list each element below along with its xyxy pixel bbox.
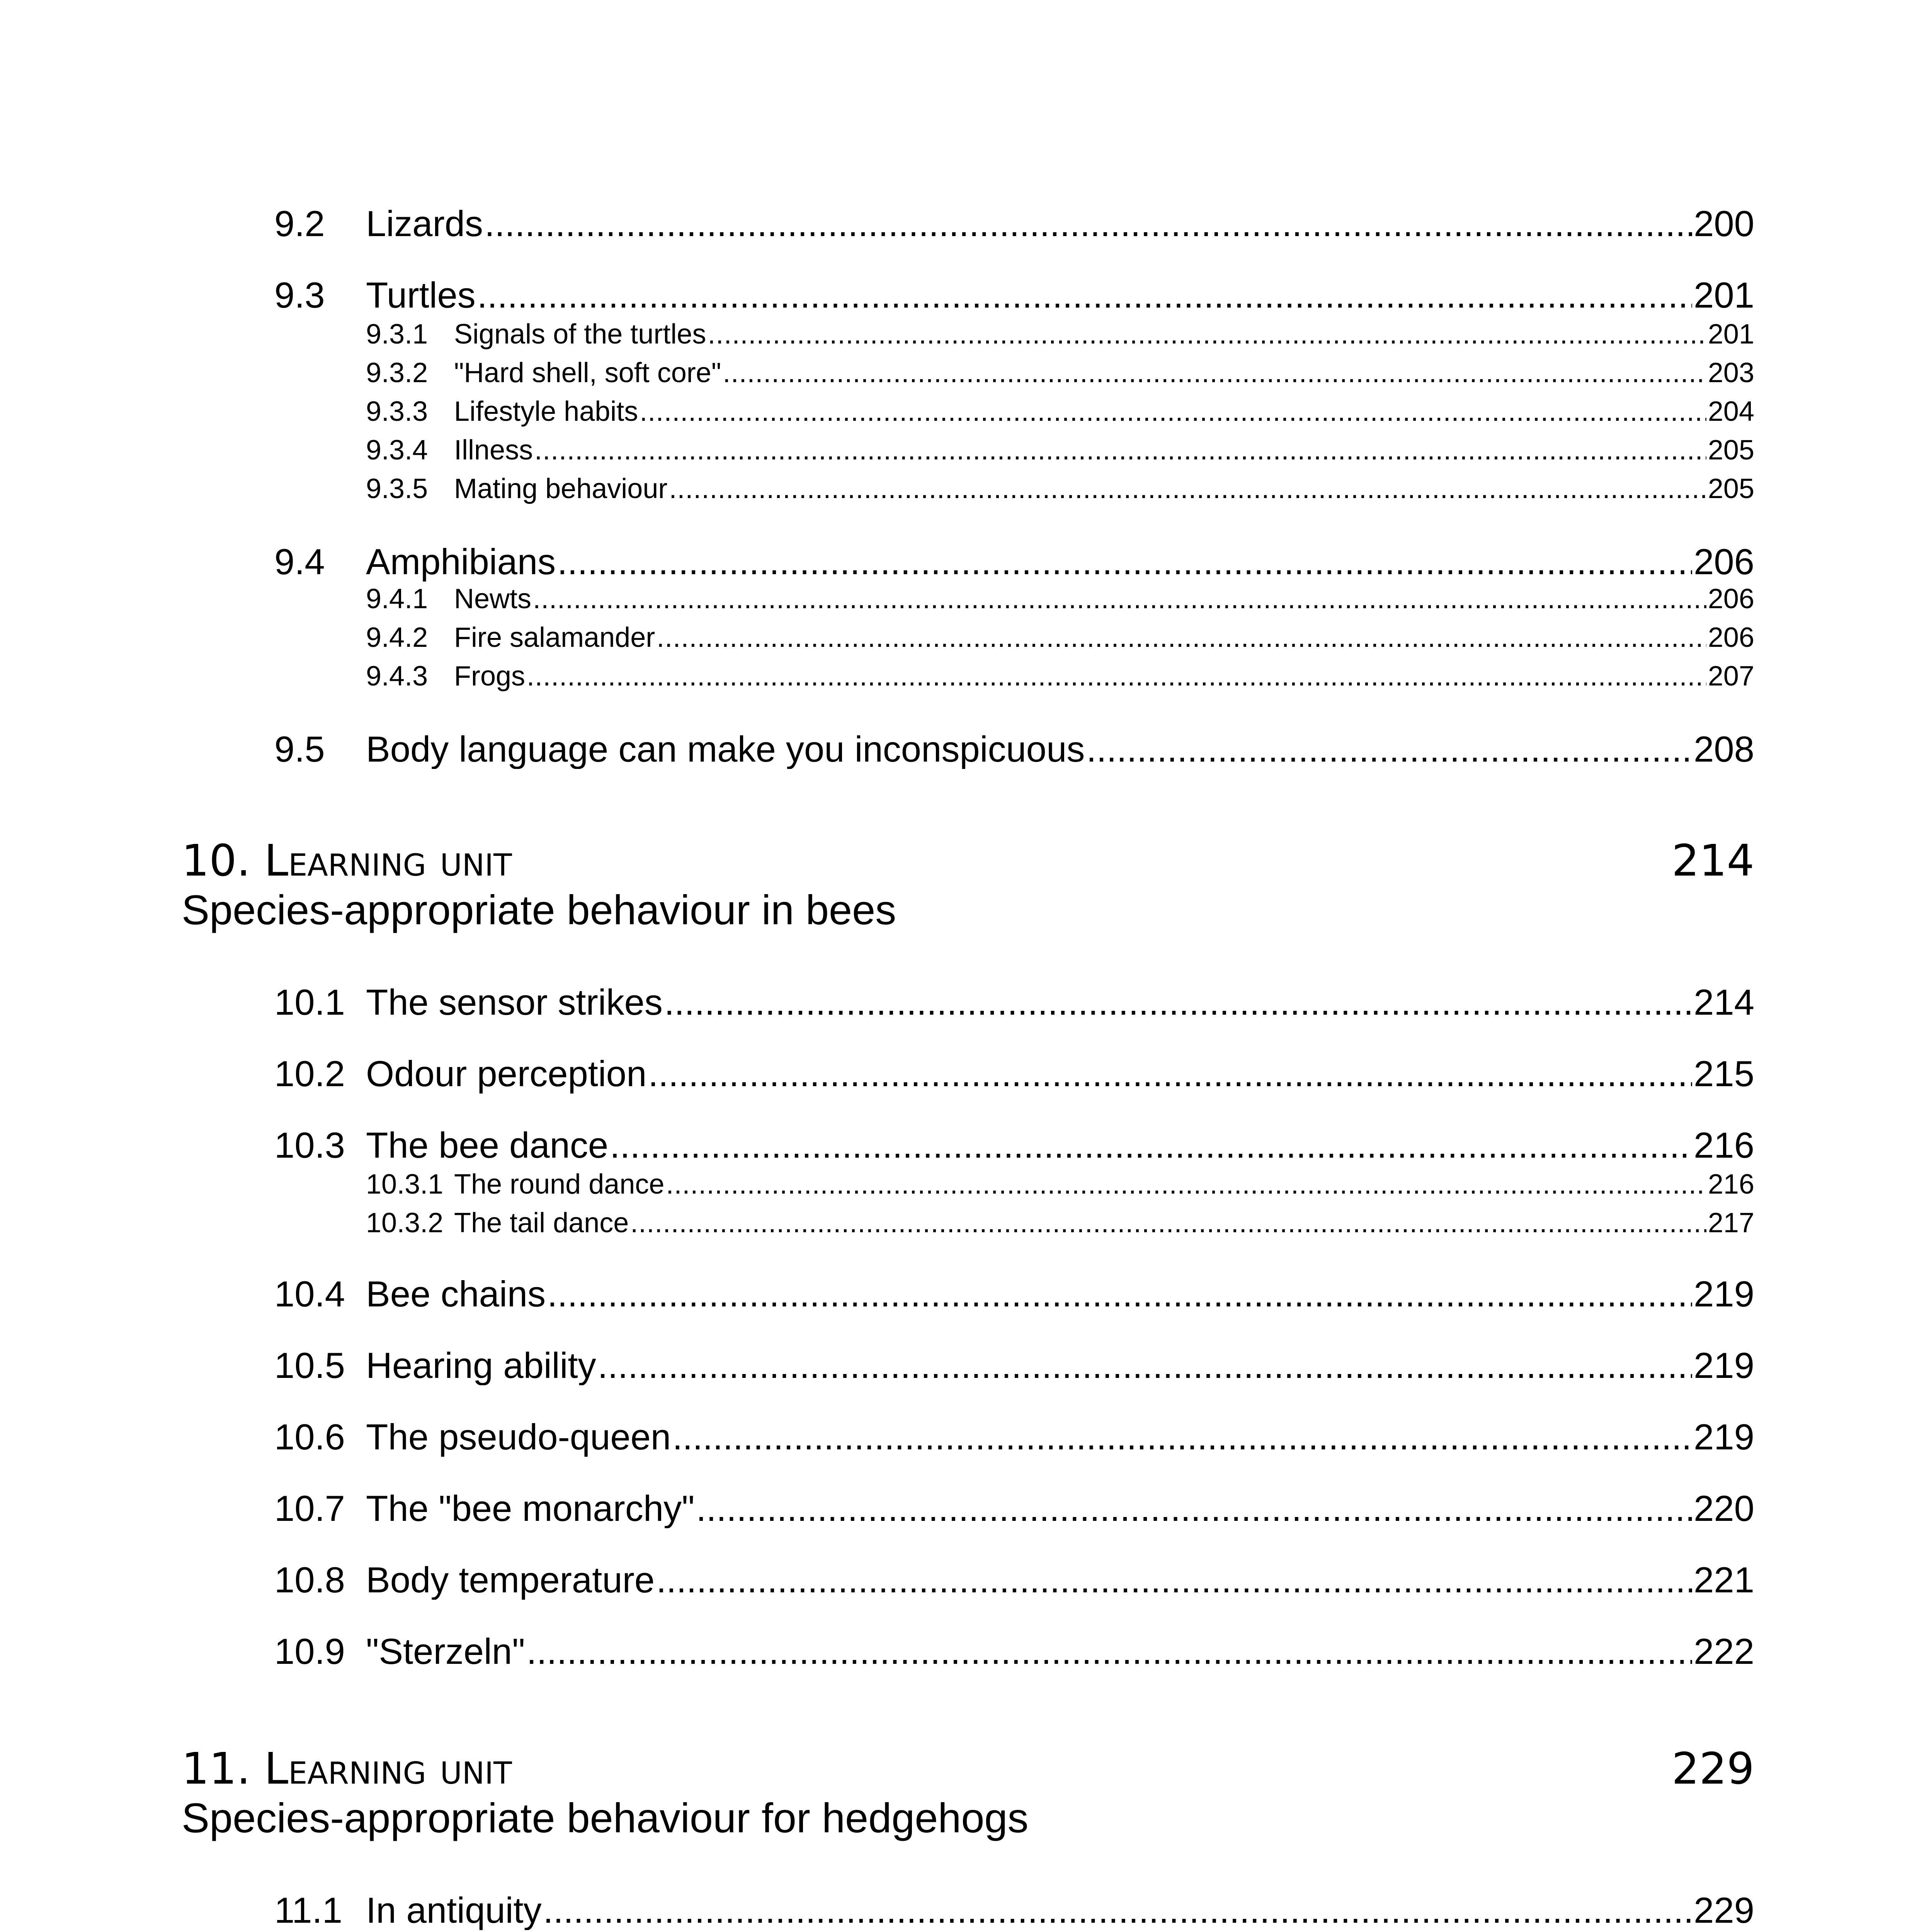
- entry-title: Turtles: [366, 274, 476, 315]
- entry-title: The tail dance: [454, 1207, 629, 1238]
- entry-title: Lizards: [366, 203, 483, 243]
- entry-title: "Hard shell, soft core": [454, 357, 721, 388]
- entry-page: 206: [1708, 583, 1754, 614]
- dot-leader: [672, 1420, 1692, 1457]
- toc-entry[interactable]: [274, 1260, 1754, 1314]
- dot-leader: [533, 587, 1706, 614]
- entry-title: Body language can make you inconspicuous: [366, 728, 1085, 769]
- entry-number: 9.3.2: [366, 357, 428, 388]
- dot-leader: [543, 1894, 1692, 1930]
- entry-page: 205: [1708, 434, 1754, 466]
- toc-entry[interactable]: [274, 1111, 1754, 1165]
- dot-leader: [657, 625, 1706, 653]
- toc-entry[interactable]: [274, 1474, 1754, 1528]
- unit-label: Learning unit: [264, 835, 512, 886]
- unit-page: 214: [1672, 835, 1754, 886]
- entry-number: 9.5: [274, 728, 325, 769]
- toc-entry[interactable]: [274, 1039, 1754, 1094]
- unit-11-heading[interactable]: [182, 1735, 1754, 1793]
- dot-leader: [656, 1563, 1692, 1600]
- entry-title: Fire salamander: [454, 622, 655, 653]
- toc-subentry[interactable]: [366, 614, 1754, 653]
- entry-title: Body temperature: [366, 1559, 655, 1600]
- dot-leader: [664, 986, 1692, 1022]
- entry-number: 10.4: [274, 1273, 345, 1314]
- entry-title: The round dance: [454, 1168, 665, 1200]
- entry-number: 10.5: [274, 1345, 345, 1385]
- toc-entry[interactable]: [274, 189, 1754, 243]
- entry-title: In antiquity: [366, 1889, 542, 1930]
- entry-page: 206: [1708, 622, 1754, 653]
- unit-heading-title: [182, 1745, 512, 1793]
- entry-page: 207: [1708, 660, 1754, 692]
- entry-page: 219: [1694, 1345, 1754, 1385]
- entry-number: 10.1: [274, 981, 345, 1022]
- dot-leader: [485, 207, 1692, 243]
- entry-page: 208: [1694, 728, 1754, 769]
- toc-entry[interactable]: [274, 1546, 1754, 1600]
- entry-page: 217: [1708, 1207, 1754, 1238]
- entry-number: 9.3: [274, 274, 325, 315]
- toc-entry[interactable]: [274, 527, 1754, 582]
- dot-leader: [527, 1635, 1692, 1671]
- entry-number: 9.4.3: [366, 660, 428, 692]
- entry-title: The pseudo-queen: [366, 1416, 671, 1457]
- toc-subentry[interactable]: [366, 388, 1754, 427]
- dot-leader: [666, 1172, 1706, 1200]
- entry-number: 9.3.5: [366, 473, 428, 504]
- dot-leader: [708, 322, 1706, 350]
- entry-page: 203: [1708, 357, 1754, 388]
- toc-entry[interactable]: [274, 1403, 1754, 1457]
- entry-page: 205: [1708, 473, 1754, 504]
- entry-number: 9.3.1: [366, 318, 428, 350]
- entry-title: "Sterzeln": [366, 1631, 525, 1671]
- dot-leader: [610, 1129, 1692, 1165]
- toc-entry[interactable]: [274, 1617, 1754, 1671]
- entry-title: Bee chains: [366, 1273, 546, 1314]
- entry-number: 11.1: [274, 1889, 342, 1930]
- entry-title: Illness: [454, 434, 533, 466]
- toc-entry[interactable]: [274, 1331, 1754, 1385]
- toc-subentry[interactable]: [366, 1200, 1754, 1238]
- dot-leader: [547, 1277, 1692, 1314]
- entry-number: 9.3.4: [366, 434, 428, 466]
- entry-page: 215: [1694, 1053, 1754, 1094]
- dot-leader: [723, 361, 1706, 388]
- unit-number: 11.: [182, 1743, 251, 1794]
- dot-leader: [630, 1211, 1706, 1238]
- entry-title: Newts: [454, 583, 532, 614]
- entry-page: 214: [1694, 981, 1754, 1022]
- entry-title: Hearing ability: [366, 1345, 596, 1385]
- toc-entry[interactable]: [274, 715, 1754, 769]
- entry-title: Signals of the turtles: [454, 318, 706, 350]
- entry-page: 220: [1694, 1488, 1754, 1528]
- dot-leader: [527, 664, 1706, 692]
- entry-page: 201: [1708, 318, 1754, 350]
- entry-number: 9.4: [274, 541, 325, 582]
- toc-subentry[interactable]: [366, 427, 1754, 466]
- entry-title: Lifestyle habits: [454, 396, 638, 427]
- entry-number: 9.3.3: [366, 396, 428, 427]
- unit-label: Learning unit: [264, 1743, 512, 1794]
- entry-number: 9.2: [274, 203, 325, 243]
- entry-number: 10.6: [274, 1416, 345, 1457]
- unit-11-subtitle: Species-appropriate behaviour for hedgehogs: [182, 1794, 1029, 1841]
- entry-page: 219: [1694, 1416, 1754, 1457]
- toc-subentry[interactable]: [366, 653, 1754, 692]
- entry-page: 221: [1694, 1559, 1754, 1600]
- dot-leader: [648, 1057, 1692, 1094]
- entry-page: 204: [1708, 396, 1754, 427]
- entry-title: Mating behaviour: [454, 473, 668, 504]
- toc-entry[interactable]: [274, 1876, 1754, 1930]
- dot-leader: [598, 1349, 1692, 1385]
- unit-10-subtitle: Species-appropriate behaviour in bees: [182, 886, 896, 933]
- dot-leader: [1086, 733, 1692, 769]
- entry-title: The sensor strikes: [366, 981, 663, 1022]
- entry-title: Odour perception: [366, 1053, 647, 1094]
- entry-page: 222: [1694, 1631, 1754, 1671]
- entry-number: 9.4.2: [366, 622, 428, 653]
- toc-subentry[interactable]: [366, 576, 1754, 614]
- toc-subentry[interactable]: [366, 311, 1754, 350]
- toc-entry[interactable]: [274, 261, 1754, 315]
- toc-subentry[interactable]: [366, 466, 1754, 504]
- entry-page: 201: [1694, 274, 1754, 315]
- entry-page: 216: [1694, 1124, 1754, 1165]
- entry-number: 10.3.2: [366, 1207, 444, 1238]
- entry-page: 229: [1694, 1889, 1754, 1930]
- toc-subentry[interactable]: [366, 350, 1754, 388]
- entry-page: 206: [1694, 541, 1754, 582]
- entry-title: Amphibians: [366, 541, 556, 582]
- dot-leader: [534, 438, 1706, 466]
- entry-number: 9.4.1: [366, 583, 428, 614]
- entry-page: 219: [1694, 1273, 1754, 1314]
- unit-number: 10.: [182, 835, 251, 886]
- entry-title: The "bee monarchy": [366, 1488, 695, 1528]
- entry-number: 10.3: [274, 1124, 345, 1165]
- dot-leader: [669, 476, 1706, 504]
- entry-number: 10.9: [274, 1631, 345, 1671]
- entry-page: 216: [1708, 1168, 1754, 1200]
- toc-subentry[interactable]: [366, 1161, 1754, 1200]
- dot-leader: [696, 1492, 1692, 1528]
- dot-leader: [477, 279, 1692, 315]
- entry-number: 10.8: [274, 1559, 345, 1600]
- entry-number: 10.2: [274, 1053, 345, 1094]
- unit-page: 229: [1672, 1743, 1754, 1794]
- unit-10-heading[interactable]: [182, 827, 1754, 885]
- toc-entry[interactable]: [274, 968, 1754, 1022]
- entry-number: 10.7: [274, 1488, 345, 1528]
- entry-page: 200: [1694, 203, 1754, 243]
- entry-title: The bee dance: [366, 1124, 609, 1165]
- unit-heading-title: [182, 837, 512, 885]
- entry-number: 10.3.1: [366, 1168, 444, 1200]
- entry-title: Frogs: [454, 660, 526, 692]
- dot-leader: [640, 399, 1706, 427]
